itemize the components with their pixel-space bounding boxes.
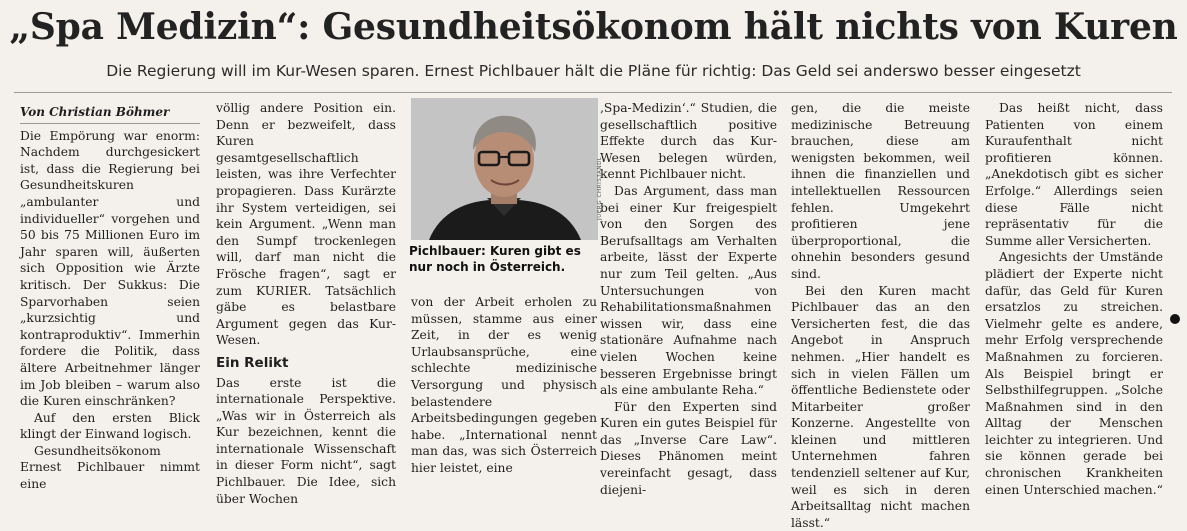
paragraph: Bei den Kuren macht Pichlbauer das an den Versicherten fest, die das Angebot in Anspruch nehmen. „Hier handelt es sich in vielen Fällen um öffentliche Bedienstete oder Mitarbeiter großer Konzerne. Angestellte von kleinen und mittleren Unternehmen fahren tendenziell seltener auf Kur, weil es sich in deren Arbeitsalltag nicht machen lässt.“ xyxy=(791,283,970,530)
byline: Von Christian Böhmer xyxy=(20,104,200,124)
paragraph: Für den Experten sind Kuren ein gutes Beispiel für das „Inverse Care Law“. Dieses Phänomen meint vereinfacht gesagt, dass diejeni- xyxy=(600,399,777,497)
paragraph: Auf den ersten Blick klingt der Einwand logisch. xyxy=(20,410,200,442)
paragraph: Die Empörung war enorm: Nachdem durchgesickert ist, dass die Regierung bei Gesundheitskuren „ambulanter und individueller“ vorgehen und 50 bis 75 Millionen Euro im Jahr sparen will, äußerten sich Opposition wie Ärzte kritisch. Der Sukkus: Die Sparvorhaben seien „kurzsichtig und kontraproduktiv“. Immerhin fordere die Politik, dass ältere Arbeitnehmer länger im Job bleiben – warum also die Kuren einschränken? xyxy=(20,128,200,409)
column-2 xyxy=(216,100,396,506)
paragraph: gen, die die meiste medizinische Betreuung brauchen, diese am wenigsten bekommen, weil ihnen die finanziellen und intellektuellen Ressourcen fehlen. Umgekehrt profitieren jene überproportional, die ohnehin besonders gesund sind. xyxy=(791,101,970,281)
column-3 xyxy=(411,294,597,475)
column-1 xyxy=(20,104,200,492)
scroll-handle[interactable] xyxy=(1170,314,1180,324)
paragraph: völlig andere Position ein. Denn er bezweifelt, dass Kuren gesamtgesellschaftlich leisten, was ihre Verfechter propagieren. Dass Kurärzte ihr System verteidigen, sei kein Argument. „Wenn man den Sumpf trockenlegen will, darf man nicht die Frösche fragen“, sagt er zum KURIER. Tatsächlich gäbe es belastbare Argument gegen das Kur-Wesen. xyxy=(216,101,396,348)
section-heading: Ein Relikt xyxy=(216,354,289,371)
column-4 xyxy=(600,100,777,497)
column-5 xyxy=(791,100,970,530)
paragraph: Gesundheitsökonom Ernest Pichlbauer nimmt eine xyxy=(20,443,200,492)
headline: „Spa Medizin“: Gesundheitsökonom hält nichts von Kuren xyxy=(9,6,1178,48)
header-divider xyxy=(14,92,1172,93)
photo-caption: Pichlbauer: Kuren gibt es nur noch in Österreich. xyxy=(409,244,581,274)
column-6 xyxy=(985,100,1163,497)
paragraph: ‚Spa-Medizin‘.“ Studien, die gesellschaftlich positive Effekte durch das Kur-Wesen belegen würden, kennt Pichlbauer nicht. xyxy=(600,101,777,182)
paragraph: von der Arbeit erholen zu müssen, stamme aus einer Zeit, in der es wenig Urlaubsansprüche, eine schlechte medizinische Versorgung und physisch belastendere Arbeitsbedingungen gegeben habe. „International nennt man das, was sich Österreich hier leistet, eine xyxy=(411,295,597,475)
paragraph: Das Argument, dass man bei einer Kur freigespielt von den Sorgen des Berufsalltags am Verhalten arbeite, lässt der Experte nur zum Teil gelten. „Aus Untersuchungen von Rehabilitationsmaßnahmen wissen wir, dass eine stationäre Aufnahme nach vielen Wochen keine besseren Ergebnisse bringt als eine ambulante Reha.“ xyxy=(600,183,777,398)
paragraph: Angesichts der Umstände plädiert der Experte nicht dafür, das Geld für Kuren ersatzlos zu streichen. Vielmehr gelte es andere, mehr Erfolg versprechende Maßnahmen zu forcieren. Als Beispiel bringt er Selbsthilfegruppen. „Solche Maßnahmen sind in den Alltag der Menschen leichter zu integrieren. Und sie können gerade bei chronischen Krankheiten einen Unterschied machen.“ xyxy=(985,250,1163,497)
photo-credit: JUERG CHRISTANDL xyxy=(597,156,603,220)
subheadline: Die Regierung will im Kur-Wesen sparen. Ernest Pichlbauer hält die Pläne für richtig: Das Geld sei anderswo besser eingesetzt xyxy=(106,62,1081,80)
portrait-photo xyxy=(411,98,598,240)
paragraph: Das erste ist die internationale Perspektive. „Was wir in Österreich als Kur bezeichnen, kennt die internationale Wissenschaft in dieser Form nicht“, sagt Pichlbauer. Die Idee, sich über Wochen xyxy=(216,375,396,506)
paragraph: Das heißt nicht, dass Patienten von einem Kuraufenthalt nicht profitieren können. „Anekdotisch gibt es sicher Erfolge.“ Allerdings seien diese Fälle nicht repräsentativ für die Summe aller Versicherten. xyxy=(985,101,1163,248)
portrait-illustration xyxy=(411,98,598,240)
